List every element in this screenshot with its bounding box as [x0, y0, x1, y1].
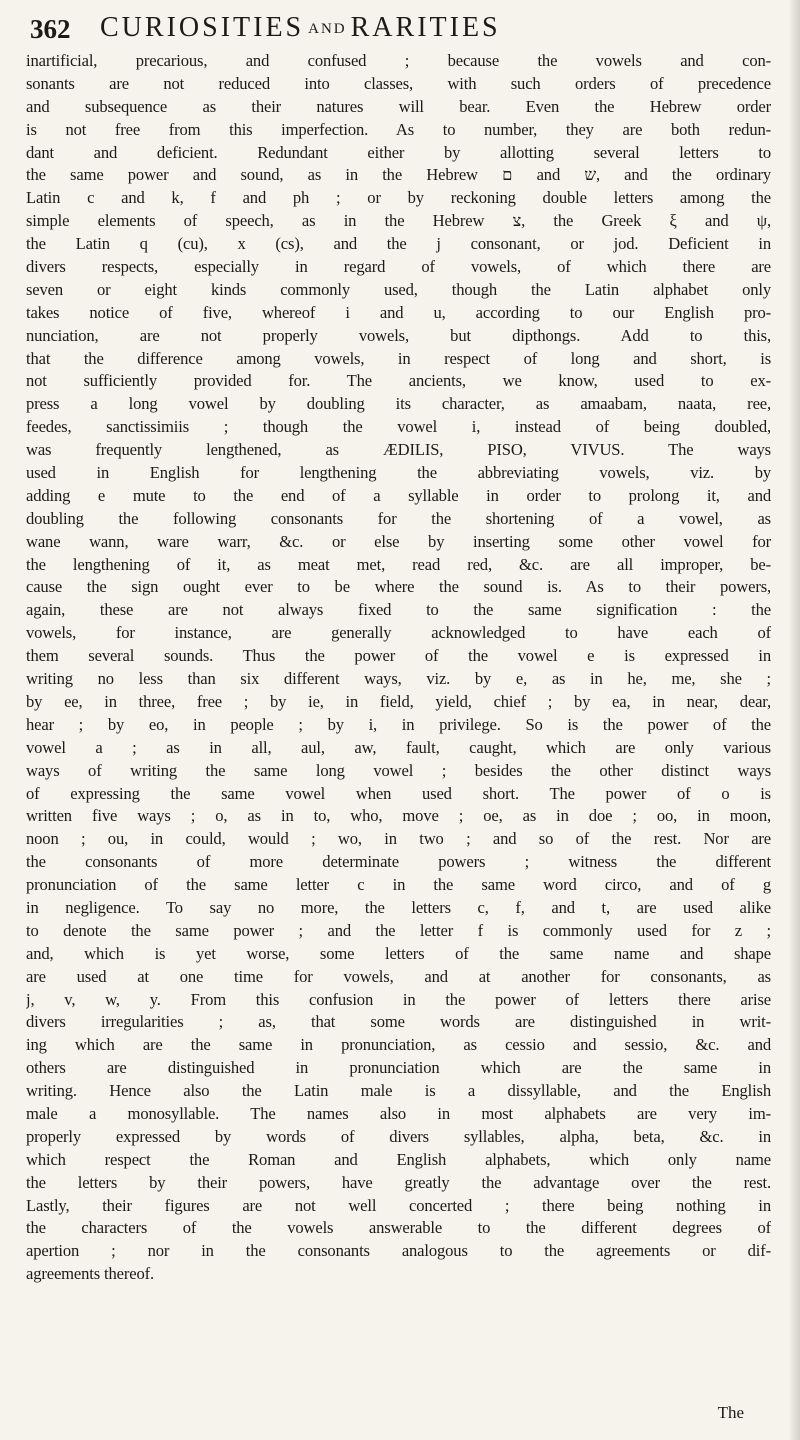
text-line: in negligence. To say no more, the letters c, f, and t, are used alike [26, 897, 771, 917]
text-line: the Latin q (cu), x (cs), and the j consonant, or jod. Deficient in [26, 234, 771, 254]
text-line: and subsequence as their natures will bear. Even the Hebrew order [26, 96, 771, 116]
text-line: cause the sign ought ever to be where the sound is. As to their powers, [26, 577, 771, 597]
text-line: dant and deficient. Redundant either by allotting several letters to [26, 142, 771, 162]
text-line: doubling the following consonants for the shortening of a vowel, as [26, 508, 771, 528]
running-head-right: RARITIES [350, 12, 501, 43]
text-line: them several sounds. Thus the power of the vowel e is expressed in [26, 646, 771, 666]
text-line: not sufficiently provided for. The ancients, we know, used to ex- [26, 371, 771, 391]
text-line: which respect the Roman and English alphabets, which only name [26, 1149, 771, 1169]
text-line: others are distinguished in pronunciation which are the same in [26, 1058, 771, 1078]
text-line: the lengthening of it, as meat met, read red, &c. are all improper, be- [26, 554, 771, 574]
text-line: inartificial, precarious, and confused ; because the vowels and con- [26, 51, 771, 70]
text-line: male a monosyllable. The names also in most alphabets are very im- [26, 1103, 771, 1123]
text-line: seven or eight kinds commonly used, though the Latin alphabet only [26, 279, 771, 299]
text-line: by ee, in three, free ; by ie, in field, yield, chief ; by ea, in near, dear, [26, 691, 771, 711]
text-line: wane wann, ware warr, &c. or else by inserting some other vowel for [26, 531, 771, 551]
text-line: was frequently lengthened, as ÆDILIS, PISO, VIVUS. The ways [26, 440, 771, 460]
page-number: 362 [30, 14, 71, 44]
text-line: the characters of the vowels answerable to the different degrees of [26, 1218, 771, 1238]
text-line: vowels, for instance, are generally acknowledged to have each of [26, 623, 771, 643]
text-line: takes notice of five, whereof i and u, according to our English pro- [26, 302, 771, 322]
text-line: vowel a ; as in all, aul, aw, fault, caught, which are only various [26, 737, 771, 757]
text-line: pronunciation of the same letter c in the same word circo, and of g [26, 875, 771, 895]
body-text [26, 50, 771, 1286]
text-line: properly expressed by words of divers syllables, alpha, beta, &c. in [26, 1126, 771, 1146]
text-line: feedes, sanctissimiis ; though the vowel i, instead of being doubled, [26, 417, 771, 437]
text-line: writing. Hence also the Latin male is a dissyllable, and the English [26, 1081, 771, 1101]
text-line: are used at one time for vowels, and at another for consonants, as [26, 966, 771, 986]
text-line: is not free from this imperfection. As to number, they are both redun- [26, 119, 771, 139]
text-line: ing which are the same in pronunciation, as cessio and sessio, &c. and [26, 1035, 771, 1055]
text-line: j, v, w, y. From this confusion in the power of letters there arise [26, 989, 771, 1009]
text-line: Latin c and k, f and ph ; or by reckoning double letters among the [26, 188, 771, 208]
text-line: apertion ; nor in the consonants analogous to the agreements or dif- [26, 1241, 771, 1261]
text-line: to denote the same power ; and the letter f is commonly used for z ; [26, 920, 771, 940]
text-line: divers irregularities ; as, that some words are distinguished in writ- [26, 1012, 771, 1032]
text-line: Lastly, their figures are not well concerted ; there being nothing in [26, 1195, 771, 1215]
page-header [30, 8, 770, 44]
text-line: ways of writing the same long vowel ; besides the other distinct ways [26, 760, 771, 780]
text-line: the consonants of more determinate powers ; witness the different [26, 852, 771, 872]
running-head-and: AND [308, 21, 347, 38]
page-edge-shadow [788, 0, 800, 1440]
text-line: of expressing the same vowel when used short. The power of o is [26, 783, 771, 803]
text-line: written five ways ; o, as in to, who, move ; oe, as in doe ; oo, in moon, [26, 806, 771, 826]
catchword: The [717, 1403, 744, 1422]
running-head-left: CURIOSITIES [100, 12, 305, 43]
text-line: the letters by their powers, have greatly the advantage over the rest. [26, 1172, 771, 1192]
text-line: divers respects, especially in regard of vowels, of which there are [26, 257, 771, 277]
text-line: sonants are not reduced into classes, with such orders of precedence [26, 73, 771, 93]
text-line: agreements thereof. [26, 1264, 154, 1284]
text-line: and, which is yet worse, some letters of the same name and shape [26, 943, 771, 963]
text-line: simple elements of speech, as in the Hebrew צ, the Greek ξ and ψ, [26, 211, 771, 231]
text-line: the same power and sound, as in the Hebrew ם and ש, and the ordinary [26, 165, 771, 185]
text-line: adding e mute to the end of a syllable in order to prolong it, and [26, 485, 771, 505]
text-line: nunciation, are not properly vowels, but dipthongs. Add to this, [26, 325, 771, 345]
text-line: press a long vowel by doubling its character, as amaabam, naata, ree, [26, 394, 771, 414]
text-line: used in English for lengthening the abbreviating vowels, viz. by [26, 463, 771, 483]
running-head [100, 12, 501, 44]
text-line: again, these are not always fixed to the same signification : the [26, 600, 771, 620]
text-line: that the difference among vowels, in respect of long and short, is [26, 348, 771, 368]
text-line: writing no less than six different ways, viz. by e, as in he, me, she ; [26, 669, 771, 689]
text-line: hear ; by eo, in people ; by i, in privilege. So is the power of the [26, 714, 771, 734]
text-line: noon ; ou, in could, would ; wo, in two ; and so of the rest. Nor are [26, 829, 771, 849]
